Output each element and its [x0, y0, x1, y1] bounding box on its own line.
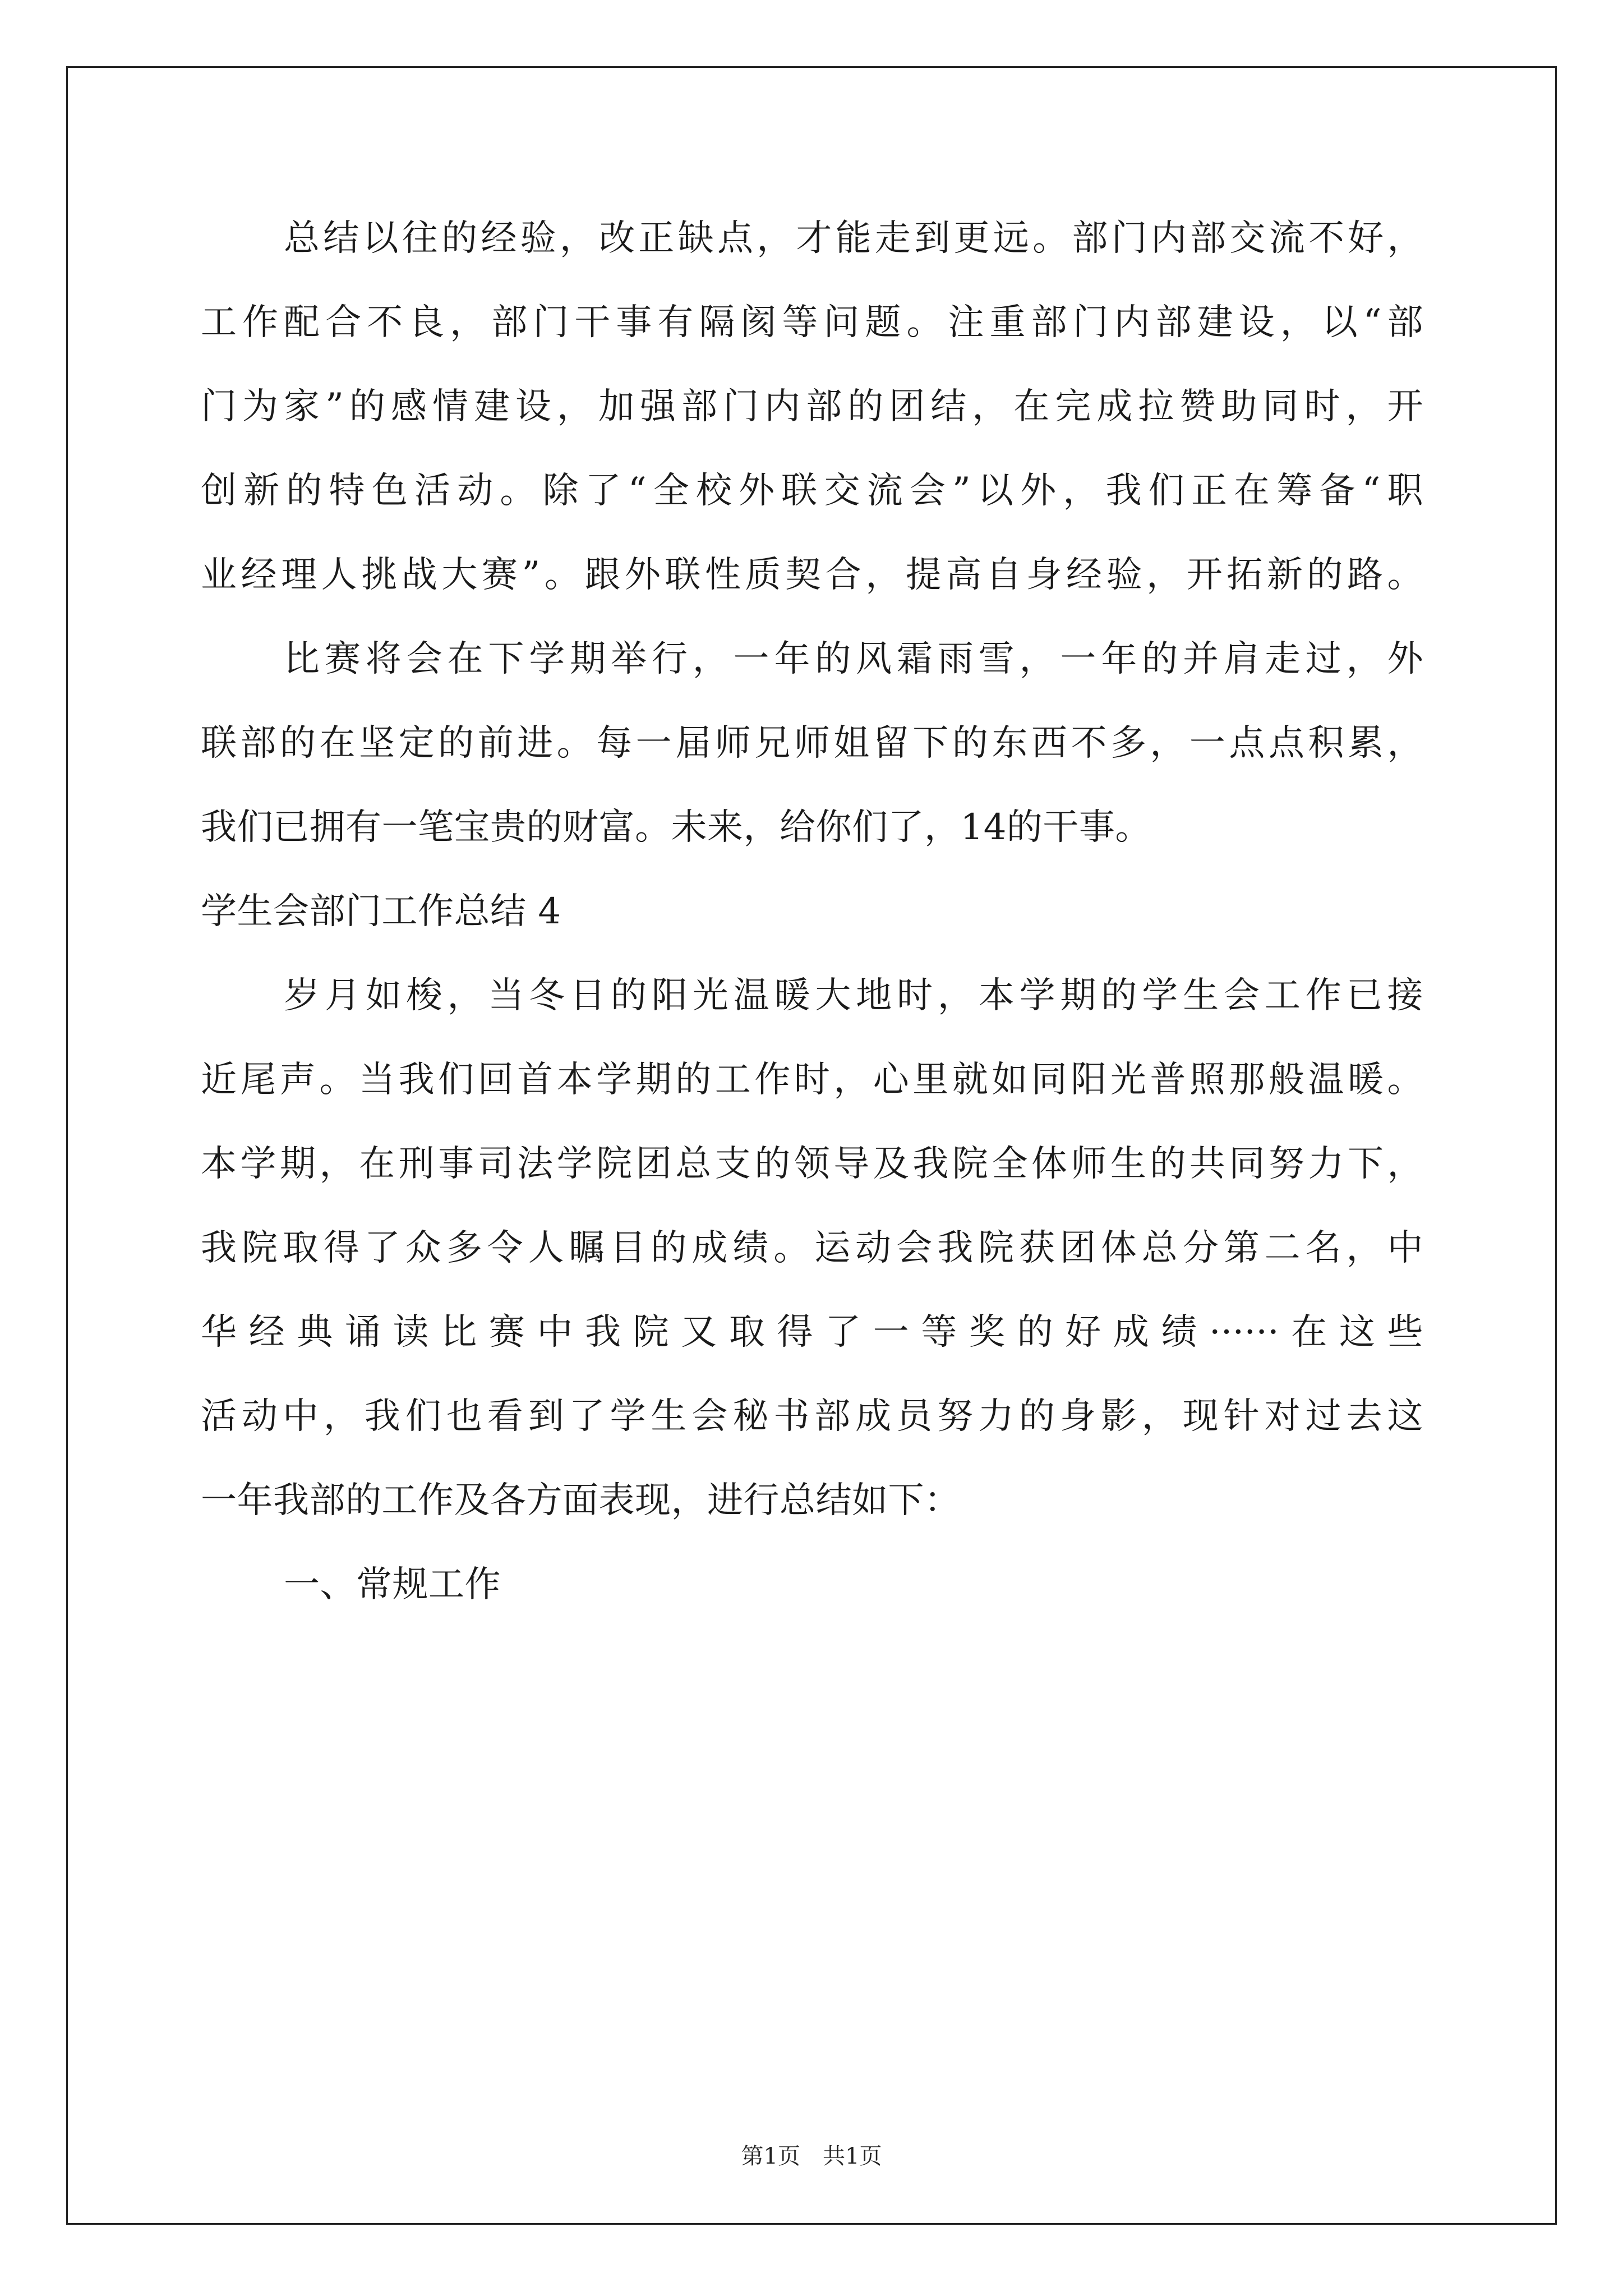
paragraph-line: 联部的在坚定的前进。每一届师兄师姐留下的东西不多，一点点积累， [201, 723, 1423, 764]
paragraph-line: 华经典诵读比赛中我院又取得了一等奖的好成绩······在这些 [201, 1312, 1423, 1353]
paragraph-line: 我院取得了众多令人瞩目的成绩。运动会我院获团体总分第二名，中 [201, 1227, 1423, 1269]
paragraph-line: 总结以往的经验，改正缺点，才能走到更远。部门内部交流不好， [284, 218, 1423, 259]
paragraph-line: 本学期，在刑事司法学院团总支的领导及我院全体师生的共同努力下， [201, 1143, 1423, 1185]
paragraph-line: 工作配合不良，部门干事有隔阂等问题。注重部门内部建设，以“部 [201, 302, 1423, 343]
paragraph-line: 一年我部的工作及各方面表现，进行总结如下： [201, 1480, 961, 1521]
paragraph-line: 近尾声。当我们回首本学期的工作时，心里就如同阳光普照那般温暖。 [201, 1059, 1423, 1101]
section-heading: 学生会部门工作总结 4 [201, 891, 561, 932]
paragraph-line: 比赛将会在下学期举行，一年的风霜雨雪，一年的并肩走过，外 [284, 638, 1423, 680]
paragraph-line: 创新的特色活动。除了“全校外联交流会”以外，我们正在筹备“职 [201, 470, 1423, 512]
paragraph-line: 业经理人挑战大赛”。跟外联性质契合，提高自身经验，开拓新的路。 [201, 554, 1423, 596]
paragraph-line: 门为家”的感情建设，加强部门内部的团结，在完成拉赞助同时，开 [201, 386, 1423, 427]
paragraph-line: 活动中，我们也看到了学生会秘书部成员努力的身影，现针对过去这 [201, 1396, 1423, 1437]
page-number-footer: 第1页 共1页 [741, 2143, 882, 2169]
paragraph-line: 我们已拥有一笔宝贵的财富。未来，给你们了，14的干事。 [201, 807, 1151, 848]
paragraph-line: 岁月如梭，当冬日的阳光温暖大地时，本学期的学生会工作已接 [284, 975, 1423, 1016]
subsection-heading: 一、常规工作 [284, 1564, 501, 1605]
